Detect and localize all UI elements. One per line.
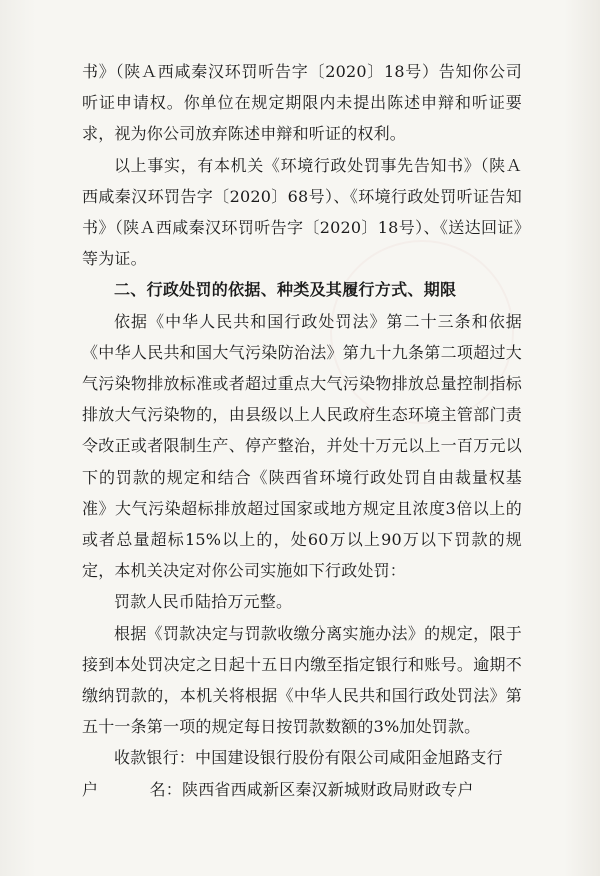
paragraph-legal-basis: 依据《中华人民共和国行政处罚法》第二十三条和依据《中华人民共和国大气污染防治法》第九十九条第二项超过大气污染物排放标准或者超过重点大气污染物排放总量控制指标排放大气污染物的，由县级以上人民政府生态环境主管部门责令改正或者限制生产、停产整治，并处十万元以上一百万元以下的罚款的规定和结合《陕西省环境行政处罚自由裁量权基准》大气污染超标排放超过国家或地方规定且浓度3倍以上的或者总量超标15%以上的，处60万以上90万以下罚款的规定，本机关决定对你公司实施如下行政处罚： bbox=[82, 311, 522, 581]
account-name-value: 陕西省西咸新区秦汉新城财政局财政专户 bbox=[182, 779, 474, 799]
paragraph-penalty-amount: 罚款人民币陆拾万元整。 bbox=[114, 592, 293, 612]
paragraph-payment-rules: 根据《罚款决定与罚款收缴分离实施办法》的规定，限于接到本处罚决定之日起十五日内缴至指定银行和账号。逾期不缴纳罚款的，本机关将根据《中华人民共和国行政处罚法》第五十一条第一项的规定每日按罚款数额的3%加处罚款。 bbox=[82, 623, 522, 737]
paragraph-evidence: 以上事实，有本机关《环境行政处罚事先告知书》（陕Ａ西咸秦汉环罚告字〔2020〕68号）、《环境行政处罚听证告知书》（陕Ａ西咸秦汉环罚听告字〔2020〕18号）、《送达回证》等为证。 bbox=[82, 155, 522, 269]
bank-row bbox=[82, 742, 522, 773]
bank-value: 中国建设银行股份有限公司咸阳金旭路支行 bbox=[195, 748, 503, 768]
section-heading: 二、行政处罚的依据、种类及其履行方式、期限 bbox=[114, 280, 457, 300]
document-body bbox=[82, 56, 522, 805]
bank-label: 收款银行： bbox=[114, 748, 196, 768]
paragraph-hearing-notice: 书》（陕Ａ西咸秦汉环罚听告字〔2020〕18号）告知你公司听证申请权。你单位在规定期限内未提出陈述申辩和听证要求，视为你公司放弃陈述申辩和听证的权利。 bbox=[82, 62, 522, 144]
account-name-label-char-1: 户 bbox=[82, 779, 99, 799]
account-name-row bbox=[82, 774, 522, 805]
account-name-label-char-2: 名： bbox=[149, 779, 182, 799]
account-name-label bbox=[82, 774, 182, 805]
